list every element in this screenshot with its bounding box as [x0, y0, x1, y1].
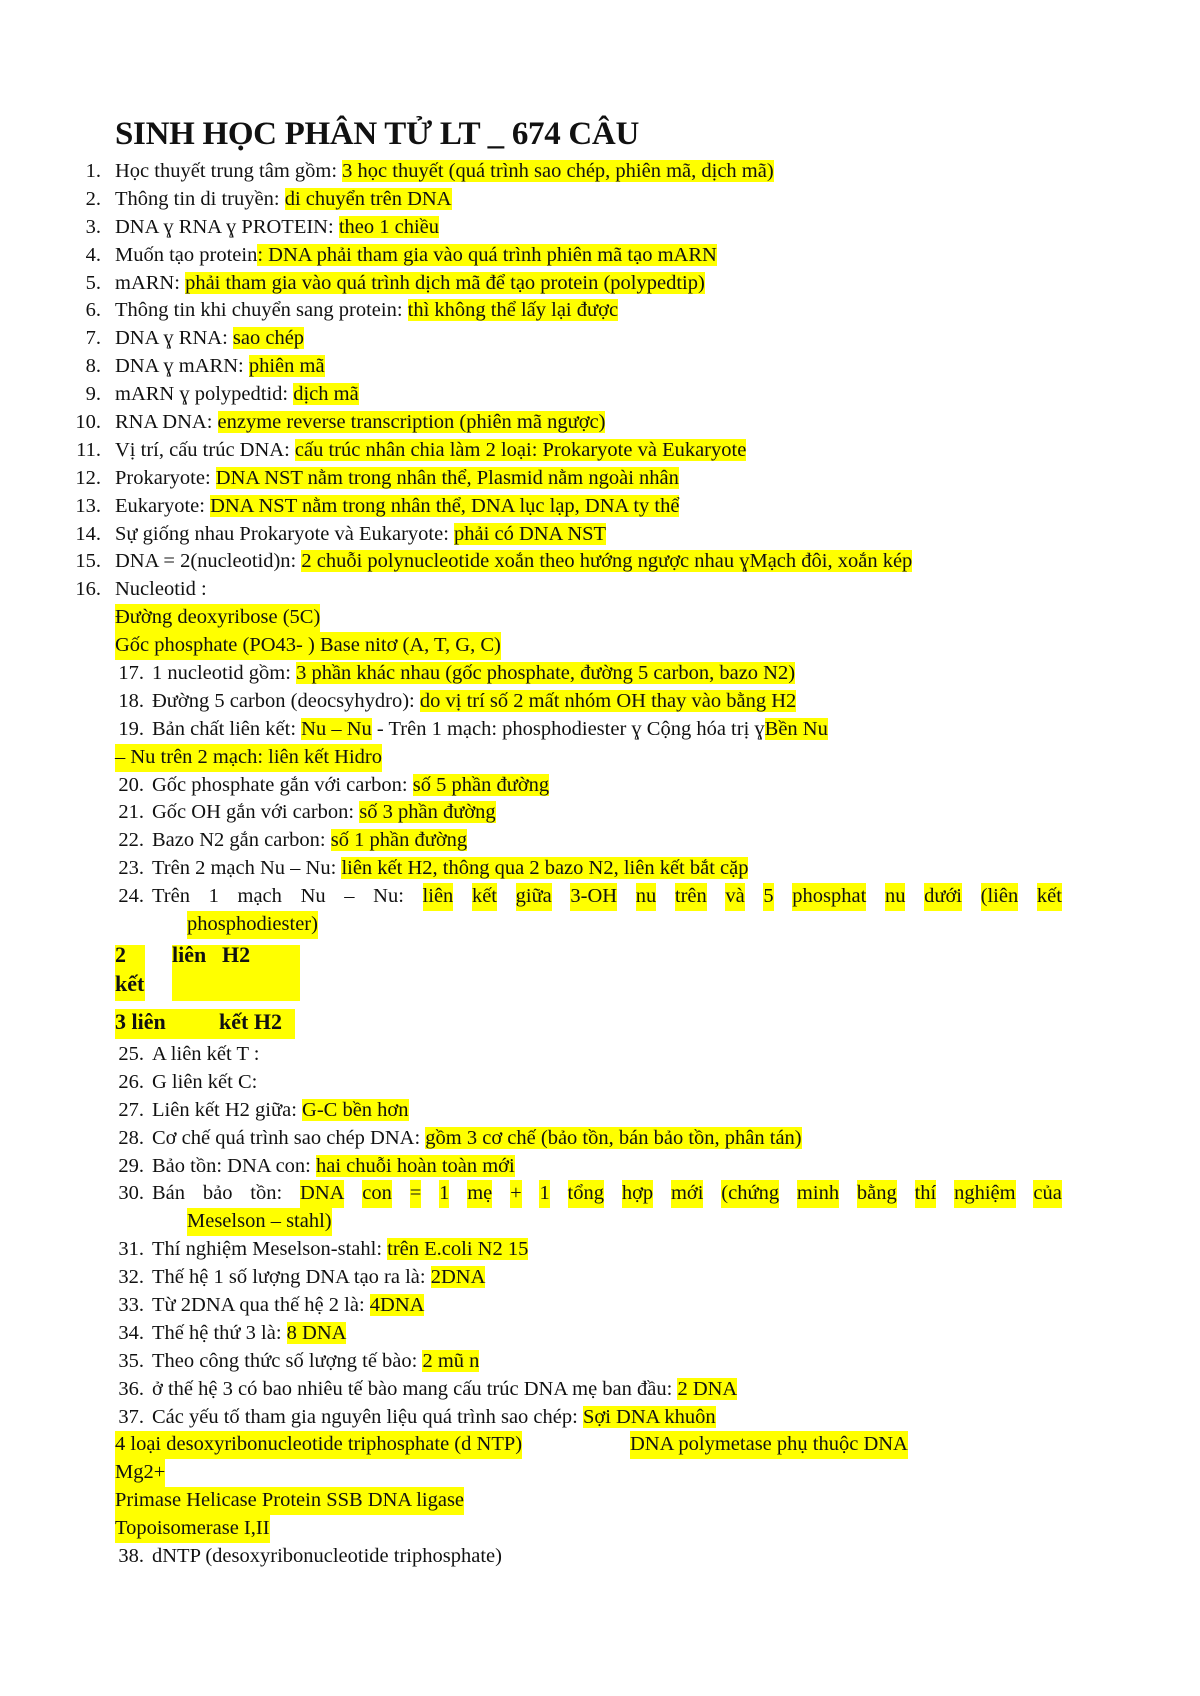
- item-question: Gốc phosphate gắn với carbon:: [152, 773, 413, 796]
- item-answer: 2 mũ n: [422, 1349, 480, 1372]
- item-number: 12.: [75, 466, 101, 489]
- list-item-17: [0, 660, 1200, 688]
- word: –: [344, 885, 355, 908]
- bond-2-block: [0, 939, 1200, 1001]
- list-item-38: 38. dNTP (desoxyribonucleotide triphosphate): [118, 1544, 502, 1567]
- list-item-13: [0, 493, 1200, 521]
- item-answer: DNA NST nằm trong nhân thể, DNA lục lạp, DNA ty thể: [210, 494, 680, 517]
- word: 3-OH: [570, 883, 617, 911]
- item-question: DNA ɣ RNA ɣ PROTEIN:: [115, 215, 339, 238]
- document-body: [0, 158, 1200, 1571]
- bond-3-block: [0, 1001, 1200, 1041]
- bond-2-word-h2: H2: [222, 941, 251, 967]
- item-answer: 3 phần khác nhau (gốc phosphate, đường 5 carbon, bazo N2): [296, 662, 796, 685]
- item-answer: 2 chuỗi polynucleotide xoắn theo hướng ngược nhau ɣMạch đôi, xoắn kép: [301, 550, 913, 573]
- word: mới: [671, 1180, 703, 1208]
- item-answer: phải tham gia vào quá trình dịch mã để tạo protein (polypedtip): [185, 271, 705, 294]
- item-question: Cơ chế quá trình sao chép DNA:: [152, 1126, 426, 1149]
- list-item-6: [0, 297, 1200, 325]
- word: (liên: [981, 883, 1019, 911]
- item-number: 31.: [118, 1238, 144, 1261]
- list-item-28: [0, 1125, 1200, 1153]
- list-item-27: [0, 1097, 1200, 1125]
- item-question: Trên 2 mạch Nu – Nu:: [152, 857, 342, 880]
- bond-2-word-ket: kết: [115, 970, 145, 996]
- item-number: 37.: [118, 1405, 144, 1428]
- item-answer: Sợi DNA khuôn: [582, 1405, 716, 1428]
- item-number: 13.: [75, 494, 101, 517]
- word: (chứng: [721, 1180, 779, 1208]
- item-answer: gồm 3 cơ chế (bảo tồn, bán bảo tồn, phân tán): [425, 1126, 802, 1149]
- word: Nu:: [373, 885, 404, 908]
- word: kết: [1037, 883, 1062, 911]
- list-item-4: [0, 242, 1200, 270]
- word: 5: [763, 883, 773, 911]
- word: 1: [539, 1180, 549, 1208]
- nucleotid-line-2: Gốc phosphate (PO43- ) Base nitơ (A, T, G, C): [0, 632, 1200, 660]
- item-answer: thì không thể lấy lại được: [407, 299, 619, 322]
- item-number: 18.: [118, 689, 144, 712]
- item-answer: trên E.coli N2 15: [387, 1238, 529, 1261]
- word: Trên: [152, 885, 190, 908]
- item-answer: do vị trí số 2 mất nhóm OH thay vào bằng H2: [419, 689, 797, 712]
- list-item-21: [0, 799, 1200, 827]
- item-number: 8.: [85, 355, 101, 378]
- list-item-37: [0, 1404, 1200, 1432]
- item-answer: 4DNA: [369, 1293, 425, 1316]
- list-item-2: [0, 186, 1200, 214]
- item-question: Muốn tạo protein: [115, 243, 258, 266]
- factors-line-3: Primase Helicase Protein SSB DNA ligase: [0, 1487, 1200, 1515]
- list-item-36: [0, 1376, 1200, 1404]
- list-item-24-continued: phosphodiester): [0, 911, 1200, 939]
- item-question: Prokaryote:: [115, 466, 216, 489]
- item-number: 25.: [118, 1042, 144, 1065]
- item-answer: 2 DNA: [677, 1377, 738, 1400]
- word: của: [1033, 1180, 1061, 1208]
- word: DNA: [300, 1180, 344, 1208]
- list-item-19: 19. Bản chất liên kết: Nu – Nu - Trên 1 mạch: phosphodiester ɣ Cộng hóa trị ɣBền Nu: [118, 717, 828, 740]
- item-answer: 3 học thuyết (quá trình sao chép, phiên mã, dịch mã): [342, 160, 774, 182]
- item-list-1: [0, 158, 1200, 604]
- factors-line-1: 4 loại desoxyribonucleotide triphosphate (d NTP) DNA polymetase phụ thuộc DNA: [0, 1431, 1200, 1459]
- item-question: G liên kết C:: [152, 1070, 258, 1093]
- list-item-9: [0, 381, 1200, 409]
- item-question: DNA ɣ mARN:: [115, 355, 249, 378]
- item-number: 34.: [118, 1321, 144, 1344]
- item-answer: cấu trúc nhân chia làm 2 loại: Prokaryote và Eukaryote: [294, 438, 747, 461]
- item-question: ở thế hệ 3 có bao nhiêu tế bào mang cấu trúc DNA mẹ ban đầu:: [152, 1377, 678, 1400]
- item-number: 4.: [85, 243, 101, 266]
- item-number: 28.: [118, 1126, 144, 1149]
- item-question: Thế hệ 1 số lượng DNA tạo ra là:: [152, 1266, 431, 1289]
- list-item-18: [0, 688, 1200, 716]
- item-list-2a: [0, 660, 1200, 716]
- item-number: 20.: [118, 773, 144, 796]
- item-answer: phải có DNA NST: [454, 522, 607, 545]
- list-item-12: [0, 465, 1200, 493]
- list-item-11: [0, 437, 1200, 465]
- item-answer: hai chuỗi hoàn toàn mới: [316, 1154, 515, 1177]
- item-question: mARN:: [115, 271, 186, 294]
- list-item-31: [0, 1236, 1200, 1264]
- list-item-35: [0, 1348, 1200, 1376]
- word: 1: [208, 885, 219, 908]
- item-number: 27.: [118, 1098, 144, 1121]
- list-item-22: [0, 827, 1200, 855]
- factors-line-4: Topoisomerase I,II: [0, 1515, 1200, 1543]
- list-item-30-continued: Meselson – stahl): [0, 1208, 1200, 1236]
- item-question: Thế hệ thứ 3 là:: [152, 1321, 287, 1344]
- item-question: mARN ɣ polypedtid:: [115, 383, 294, 406]
- item-number: 35.: [118, 1349, 144, 1372]
- item-question: Thí nghiệm Meselson-stahl:: [152, 1238, 388, 1261]
- item-question: Gốc OH gắn với carbon:: [152, 801, 360, 824]
- item-question: 1 nucleotid gồm:: [152, 662, 297, 685]
- item-number: 21.: [118, 801, 144, 824]
- word: con: [362, 1180, 392, 1208]
- item-answer: số 1 phần đường: [330, 829, 468, 852]
- item-number: 32.: [118, 1266, 144, 1289]
- item-number: 6.: [85, 299, 101, 322]
- item-answer: theo 1 chiều: [338, 215, 440, 238]
- list-item-24: 24. Trên 1 mạch Nu – Nu: liên kết giữa 3-OH nu trên và 5 phosphat nu dưới (liên kết: [0, 883, 1200, 911]
- item-question: A liên kết T :: [152, 1042, 260, 1065]
- item-question: Theo công thức số lượng tế bào:: [152, 1349, 423, 1372]
- item-answer: sao chép: [232, 327, 305, 350]
- word: Nu: [300, 885, 326, 908]
- word: tồn:: [250, 1182, 283, 1205]
- item-number: 16.: [75, 578, 101, 601]
- word: nu: [636, 883, 657, 911]
- item-question: Thông tin khi chuyển sang protein:: [115, 299, 408, 322]
- list-item-29: [0, 1153, 1200, 1181]
- bond-2-number: 2: [115, 941, 126, 967]
- list-item-33: [0, 1292, 1200, 1320]
- item-answer: 2DNA: [430, 1266, 486, 1289]
- word: minh: [797, 1180, 839, 1208]
- item-question: RNA DNA:: [115, 411, 218, 434]
- word: dưới: [924, 883, 962, 911]
- item-question: DNA = 2(nucleotid)n:: [115, 550, 302, 573]
- item-number: 23.: [118, 857, 144, 880]
- word: nghiệm: [954, 1180, 1016, 1208]
- word: hợp: [622, 1180, 653, 1208]
- nucleotid-line-1: Đường deoxyribose (5C): [0, 604, 1200, 632]
- word: liên: [423, 883, 454, 911]
- item-number: 17.: [118, 662, 144, 685]
- list-item-3: [0, 214, 1200, 242]
- bond-3-word-lien: 3 liên: [115, 1008, 166, 1034]
- item-question: Các yếu tố tham gia nguyên liệu quá trình sao chép:: [152, 1405, 583, 1428]
- list-item-26: [0, 1069, 1200, 1097]
- word: giữa: [516, 883, 552, 911]
- list-item-1: [0, 158, 1200, 186]
- word: Bán: [152, 1182, 186, 1205]
- word: +: [510, 1180, 522, 1208]
- item-question: Liên kết H2 giữa:: [152, 1098, 303, 1121]
- item-question: Sự giống nhau Prokaryote và Eukaryote:: [115, 522, 455, 545]
- item-answer: số 5 phần đường: [412, 773, 550, 796]
- item-number: 14.: [75, 522, 101, 545]
- item-answer: số 3 phần đường: [359, 801, 496, 824]
- item-number: 1.: [85, 160, 101, 182]
- word: mẹ: [467, 1180, 492, 1208]
- word: thí: [915, 1180, 937, 1208]
- item-question: Vị trí, cấu trúc DNA:: [115, 438, 295, 461]
- item-list-2b: [0, 772, 1200, 884]
- item-number: 2.: [85, 187, 101, 210]
- item-question: Bazo N2 gắn carbon:: [152, 829, 331, 852]
- item-question: DNA ɣ RNA:: [115, 327, 233, 350]
- item-answer: G-C bền hơn: [302, 1098, 409, 1121]
- item-list-3b: [0, 1236, 1200, 1431]
- item-answer: dịch mã: [293, 383, 359, 406]
- item-question: Bảo tồn: DNA con:: [152, 1154, 316, 1177]
- item-number: 7.: [85, 327, 101, 350]
- word: bằng: [857, 1180, 897, 1208]
- word: nu: [885, 883, 906, 911]
- item-question: Từ 2DNA qua thế hệ 2 là:: [152, 1293, 370, 1316]
- list-item-20: [0, 772, 1200, 800]
- list-item-10: [0, 409, 1200, 437]
- item-number: 9.: [85, 383, 101, 406]
- item-answer: liên kết H2, thông qua 2 bazo N2, liên kết bắt cặp: [341, 857, 749, 880]
- item-answer: : DNA phải tham gia vào quá trình phiên mã tạo mARN: [257, 243, 717, 266]
- item-number: 29.: [118, 1154, 144, 1177]
- page-title: SINH HỌC PHÂN TỬ LT _ 674 CÂU: [115, 116, 639, 152]
- bond-2-word-lien: liên: [172, 941, 207, 967]
- item-number: 3.: [85, 215, 101, 238]
- list-item-14: [0, 521, 1200, 549]
- item-answer: di chuyển trên DNA: [284, 187, 452, 210]
- word: =: [410, 1180, 422, 1208]
- item-answer: enzyme reverse transcription (phiên mã ngược): [217, 411, 606, 434]
- list-item-32: [0, 1264, 1200, 1292]
- word: phosphat: [792, 883, 866, 911]
- list-item-7: [0, 325, 1200, 353]
- list-item-16: [0, 576, 1200, 604]
- item-number: 5.: [85, 271, 101, 294]
- item-answer: 8 DNA: [286, 1321, 347, 1344]
- list-item-15: [0, 548, 1200, 576]
- word: và: [725, 883, 744, 911]
- factors-line-2: Mg2+: [0, 1459, 1200, 1487]
- item-number: 22.: [118, 829, 144, 852]
- item-question: Thông tin di truyền:: [115, 187, 285, 210]
- item-answer: DNA NST nằm trong nhân thể, Plasmid nằm ngoài nhân: [215, 466, 679, 489]
- list-item-34: [0, 1320, 1200, 1348]
- list-item-23: [0, 855, 1200, 883]
- item-number: 10.: [75, 411, 101, 434]
- item-question: Học thuyết trung tâm gồm:: [115, 160, 343, 182]
- word: kết: [472, 883, 497, 911]
- list-item-8: [0, 353, 1200, 381]
- word: mạch: [237, 885, 282, 908]
- item-number: 15.: [75, 550, 101, 573]
- item-question: Eukaryote:: [115, 494, 211, 517]
- bond-3-word-ket-h2: kết H2: [219, 1008, 282, 1034]
- list-item-19-continued: – Nu trên 2 mạch: liên kết Hidro: [0, 744, 1200, 772]
- word: tổng: [568, 1180, 604, 1208]
- item-question: Đường 5 carbon (deocsyhydro):: [152, 689, 420, 712]
- word: trên: [675, 883, 707, 911]
- word: bảo: [202, 1182, 233, 1205]
- item-number: 33.: [118, 1293, 144, 1316]
- item-number: 36.: [118, 1377, 144, 1400]
- word: 1: [439, 1180, 449, 1208]
- item-answer: phiên mã: [248, 355, 325, 378]
- list-item-30: 30. Bán bảo tồn: DNA con = 1 mẹ + 1 tổng hợp mới (chứng minh bằng thí nghiệm của: [0, 1180, 1200, 1208]
- item-number: 11.: [76, 438, 101, 461]
- list-item-25: [0, 1041, 1200, 1069]
- item-question: Nucleotid :: [115, 578, 207, 601]
- list-item-5: [0, 270, 1200, 298]
- item-list-3a: [0, 1041, 1200, 1180]
- item-number: 26.: [118, 1070, 144, 1093]
